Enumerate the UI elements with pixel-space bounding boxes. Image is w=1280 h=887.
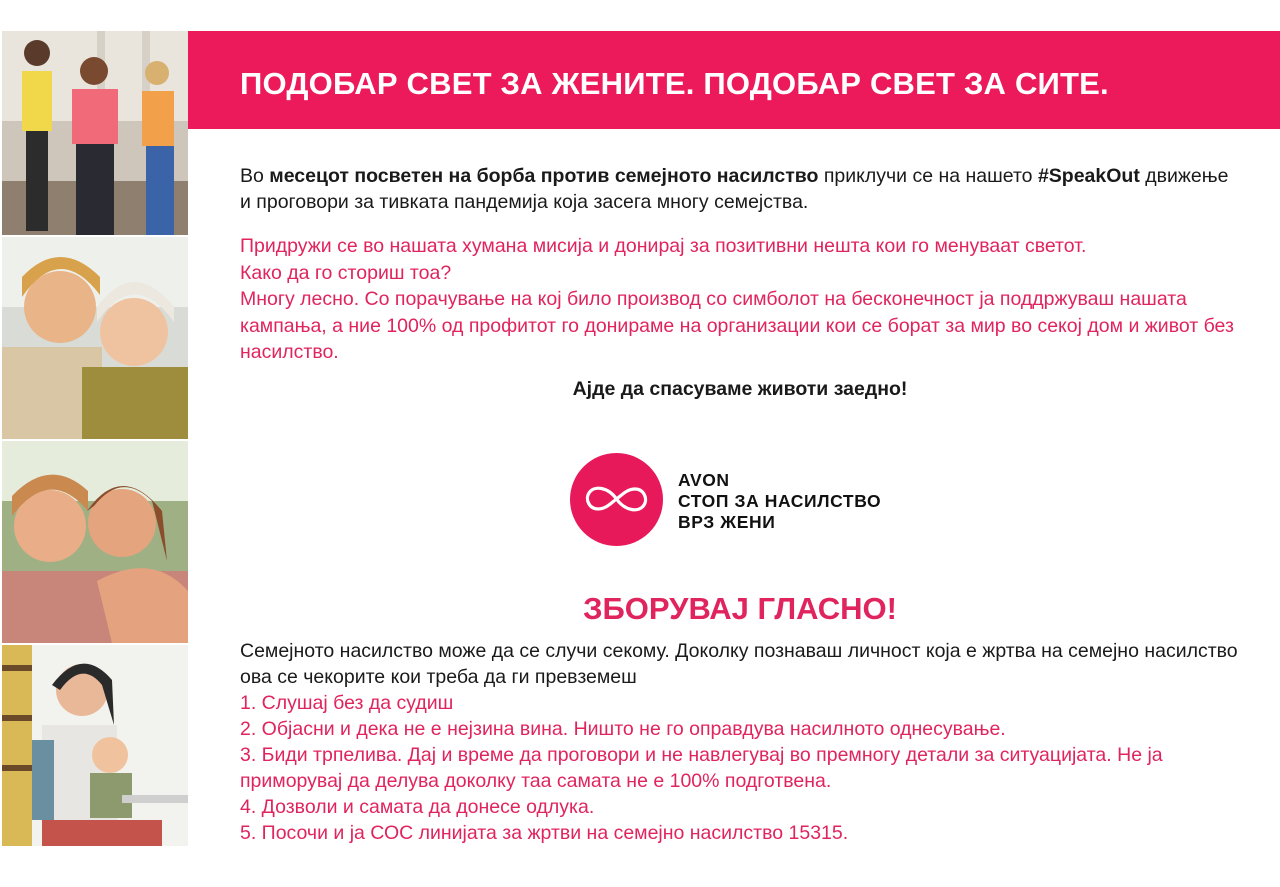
list-item: 3. Биди трпелива. Дај и време да проговори и не навлегувај во премногу детали за ситуацијата. Не ја приморувај да делува доколку таа самата не е 100% подготвена. (240, 744, 1163, 792)
mission-paragraph (240, 233, 1240, 366)
list-item: 1. Слушај без да судиш (240, 692, 454, 714)
photo-dancing-women (2, 31, 188, 235)
intro-suffix: движење и проговори за тивката пандемија која засега многу семејства. (240, 165, 1229, 213)
list-item: 2. Објасни и дека не е нејзина вина. Ништо не го оправдува насилното однесување. (240, 718, 1006, 740)
list-item: 5. Посочи и ја СОС линијата за жртви на семејно насилство 15315. (240, 822, 849, 844)
photo-column (0, 31, 188, 846)
mission-line-1: Придружи се во нашата хумана мисија и донирај за позитивни нешта кои го менуваат светот. (240, 235, 1087, 257)
mission-line-2: Како да го сториш тоа? (240, 261, 452, 284)
mission-line-3: Многу лесно. Со порачување на кој било производ со симболот на бесконечност ја поддржуваш нашата кампања, а ние 100% од профитот го донираме на организации кои се борат за мир во секој дом и живот без насилство. (240, 288, 1234, 363)
steps-list (240, 690, 1240, 846)
intro-paragraph (240, 163, 1240, 215)
logo-circle (570, 453, 663, 546)
logo-text (678, 470, 881, 533)
logo-brand: AVON (678, 470, 730, 490)
infinity-icon (580, 479, 653, 519)
intro-bold-text: месецот посветен на борба против семејното насилство (269, 165, 819, 187)
page-title: ПОДОБАР СВЕТ ЗА ЖЕНИТЕ. ПОДОБАР СВЕТ ЗА СИТЕ. (240, 66, 1109, 101)
logo-line-3: ВРЗ ЖЕНИ (678, 512, 776, 532)
slogan: Ајде да спасуваме животи заедно! (572, 378, 908, 400)
photo-laughing-women (2, 237, 188, 439)
speakout-intro: Семејното насилство може да се случи секому. Доколку познаваш личност која е жртва на семејно насилство ова се чекорите кои треба да ги превземеш (240, 640, 1238, 688)
logo-line-2: СТОП ЗА НАСИЛСТВО (678, 491, 882, 511)
photo-hugging-women (2, 441, 188, 643)
intro-prefix: Во (240, 165, 270, 187)
photo-mother-with-child (2, 645, 188, 846)
speakout-hashtag: #SpeakOut (1037, 165, 1140, 187)
intro-middle: приклучи се на нашето (818, 165, 1038, 187)
list-item: 4. Дозволи и самата да донесе одлука. (240, 796, 595, 818)
speakout-heading: ЗБОРУВАЈ ГЛАСНО! (583, 591, 897, 626)
header-banner (188, 31, 1280, 129)
avon-campaign-logo (570, 453, 970, 547)
